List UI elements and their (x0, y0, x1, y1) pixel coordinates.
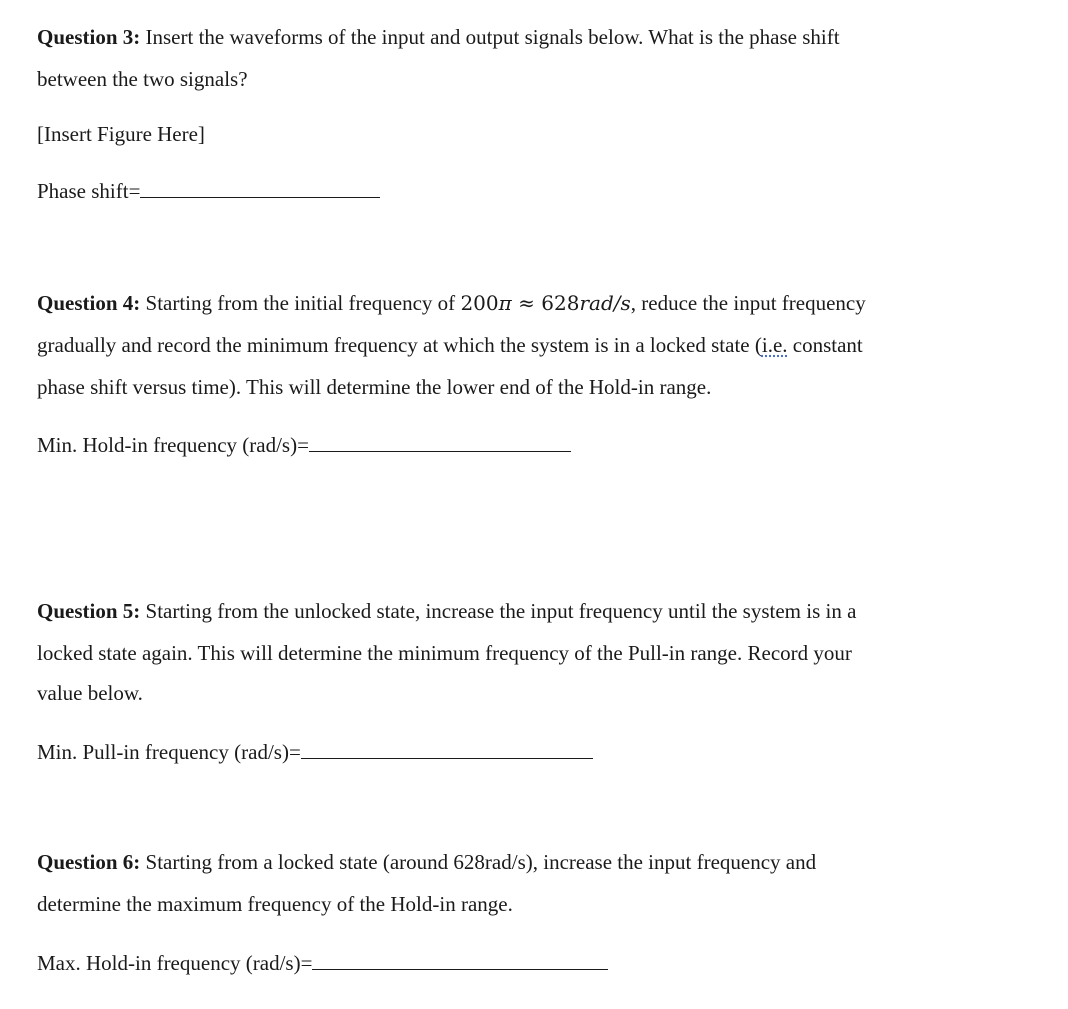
q4-math-unit: rad/s (579, 291, 631, 315)
q4-text-2a: gradually and record the minimum frequency at which the system is in a locked state ( (37, 333, 762, 357)
max-hold-in-answer-blank[interactable] (312, 949, 608, 970)
q4-answer-label: Min. Hold-in frequency (rad/s)= (37, 433, 309, 457)
q4-line-1 (37, 291, 866, 315)
q5-label: Question 5: (37, 599, 141, 623)
q4-math-200: 200 (460, 291, 499, 315)
q4-text-1a: Starting from the initial frequency of (140, 291, 461, 315)
q5-line-3: value below. (37, 681, 143, 705)
q3-answer-row (37, 177, 380, 203)
q3-figure-placeholder: [Insert Figure Here] (37, 122, 205, 146)
q4-math-628: 628 (541, 291, 580, 315)
q6-answer-label: Max. Hold-in frequency (rad/s)= (37, 951, 313, 975)
min-pull-in-answer-blank[interactable] (301, 738, 593, 759)
q4-ie: i.e. (761, 333, 788, 357)
q4-text-1b: , reduce the input frequency (630, 291, 866, 315)
q3-line-2: between the two signals? (37, 67, 248, 91)
q4-label: Question 4: (37, 291, 141, 315)
q5-line-2: locked state again. This will determine the minimum frequency of the Pull-in range. Record your (37, 641, 852, 665)
q5-answer-row (37, 738, 593, 764)
q3-text-1: Insert the waveforms of the input and output signals below. What is the phase shift (140, 25, 840, 49)
min-hold-in-answer-blank[interactable] (309, 431, 571, 452)
q6-text-1: Starting from a locked state (around 628rad/s), increase the input frequency and (140, 850, 817, 874)
q5-text-1: Starting from the unlocked state, increase the input frequency until the system is in a (140, 599, 857, 623)
q6-label: Question 6: (37, 850, 141, 874)
q4-math-pi: π (498, 291, 512, 315)
q4-text-2b: constant (787, 333, 863, 357)
phase-shift-answer-blank[interactable] (140, 177, 380, 198)
q4-line-3: phase shift versus time). This will determine the lower end of the Hold-in range. (37, 375, 712, 399)
q3-answer-label: Phase shift= (37, 179, 141, 203)
q4-line-2 (37, 333, 863, 357)
q6-line-2: determine the maximum frequency of the Hold-in range. (37, 892, 513, 916)
q3-line-1 (37, 25, 840, 49)
q6-line-1 (37, 850, 816, 874)
q5-line-1 (37, 599, 856, 623)
q3-label: Question 3: (37, 25, 141, 49)
q5-answer-label: Min. Pull-in frequency (rad/s)= (37, 740, 301, 764)
q6-answer-row (37, 949, 608, 975)
q4-math-approx: ≈ (511, 291, 542, 315)
q4-answer-row (37, 431, 571, 457)
